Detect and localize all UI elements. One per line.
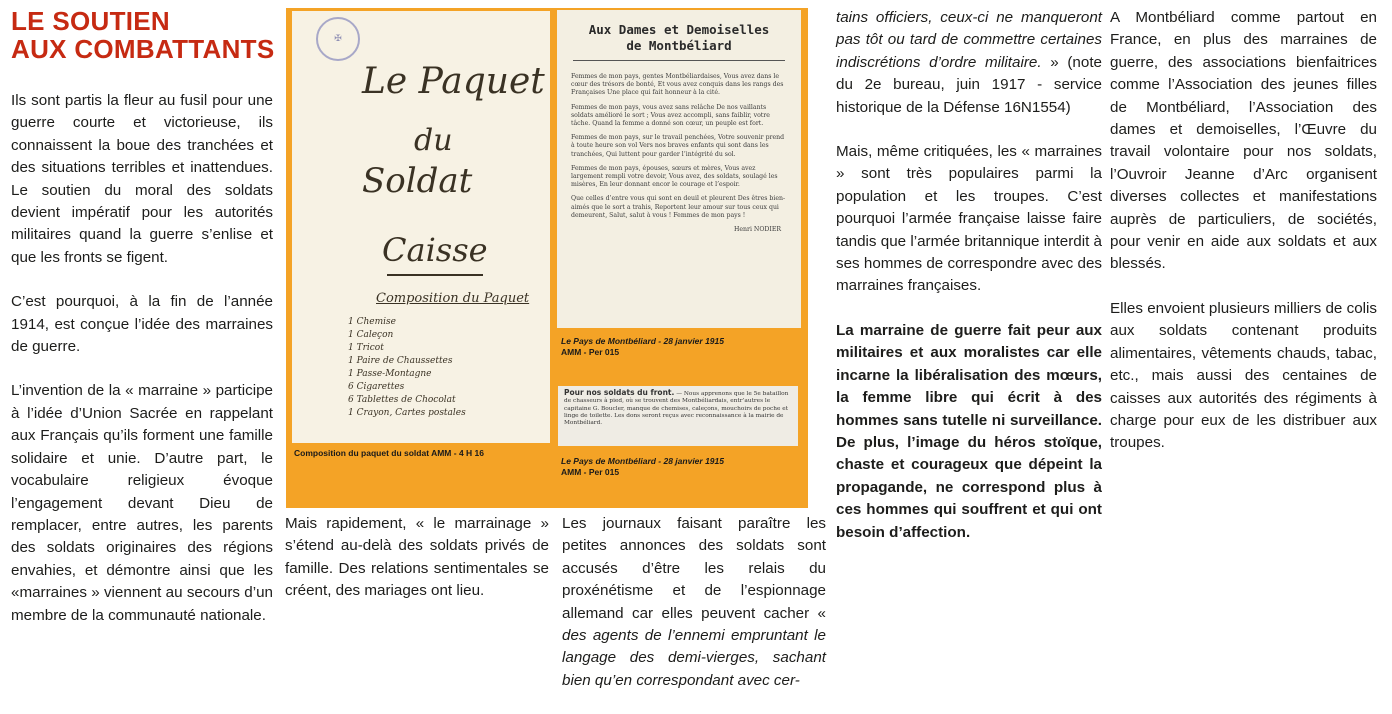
poem-clipping (557, 10, 801, 328)
col5-paragraph-1: A Montbéliard comme partout en France, en plus des marraines de guerre, des associations bienfaitrices comme l’Association des jeunes filles de Montbéliard, l’Association des dames et demoiselles, l’Œuvre du travail volontaire pour nos soldats, l’Ouvroir Jeanne d’Arc organisent diverses collectes et manifestations auprès de particuliers, de sociétés, pour venir en aide aux soldats et aux blessés. (1110, 9, 1377, 273)
list-item: 1 Passe-Montagne (348, 369, 432, 379)
list-item: 1 Caleçon (348, 330, 394, 340)
col1-paragraph-1: Ils sont partis la fleur au fusil pour une guerre courte et victorieuse, ils connaissent la boue des tranchées et des situations terribles et inattendues. Le soutien du moral des soldats devient impératif pour les autorités militaires quand la guerre s’enlise et que les fronts se figent. (11, 92, 273, 266)
poem-stanza: Que celles d’entre vous qui sont en deuil et pleurent Des êtres bien-aimés que le sort a trahis, Reportent leur amour sur tous ceux qui demeurent, Salut, salut à vous ! Femmes de mon pays ! (571, 195, 786, 219)
poem-heading-line-2: de Montbéliard (626, 38, 732, 53)
col1-paragraph-3: L’invention de la « marraine » participe à l’idée d’Union Sacrée en rappelant aux Français qu’ils forment une famille solidaire et unie. D’autre part, le vocabulaire religieux évoque l’engagement devant Dieu de remplacer, entre autres, les parents des soldats originaires des régions envahies, et démontre ainsi que les «marraines » viennent au secours d’un membre de la communauté nationale. (11, 382, 273, 624)
column-4 (836, 7, 1102, 566)
column-3 (562, 513, 826, 714)
poem-stanza: Femmes de mon pays, vous avez sans relâche De nos vaillants soldats amélioré le sort ; Vous avez accompli, sans faiblir, votre tâche. Quand la femme a donné son cœur, un peuple est fort. (571, 103, 770, 128)
notice-text: — Nous apprenons que le 5e bataillon de chasseurs à pied, où se trouvent des Montbéliardais, entr’autres le capitaine G. Boucler, manque de chemises, caleçons, mouchoirs de poche et linge de toilette. Les dons seront reçus avec reconnaissance à la mairie de Montbéliard. (564, 391, 789, 427)
document-panel (286, 8, 808, 508)
parcel-item-list (348, 316, 466, 420)
list-item: 1 Paire de Chaussettes (348, 356, 453, 366)
doc-a-line-1: Le Paquet (362, 61, 545, 102)
doc-a-caption: Composition du paquet du soldat AMM - 4 H 16 (294, 448, 484, 458)
poem-heading (557, 22, 801, 54)
poem-stanza: Femmes de mon pays, épouses, sœurs et mères, Vous avez largement rempli votre devoir, Vous avez, des soldats, soulagé les misères, En leur donnant encor le courage et l’espoir. (571, 164, 778, 189)
column-2 (285, 513, 549, 625)
list-item: 1 Tricot (348, 343, 384, 353)
doc-a-line-2: du (414, 123, 453, 158)
list-item: 1 Crayon, Cartes postales (348, 408, 466, 418)
doc-a-subtitle: Composition du Paquet (376, 291, 530, 306)
col4-quote: tains officiers, ceux-ci ne manqueront pas tôt ou tard de commettre certaines indiscrétions d’ordre militaire. (836, 9, 1102, 71)
doc-c-caption-source: Le Pays de Montbéliard - 28 janvier 1915 (561, 456, 724, 466)
poem-stanza: Femmes de mon pays, gentes Montbéliardaises, Vous avez dans le cœur des trésors de bonté, Et vous avez conquis dans les rangs des Françaises Une place qui fait honneur à la cité. (571, 73, 784, 97)
col5-paragraph-2: Elles envoient plusieurs milliers de colis aux soldats contenant produits alimentaires, vêtements chauds, tabac, etc., mais aussi des centaines de caisses aux autorités des régiments à charge pour eux de les distribuer aux troupes. (1110, 299, 1377, 452)
doc-b-caption-source: Le Pays de Montbéliard - 28 janvier 1915 (561, 336, 724, 346)
doc-b-caption-ref: AMM - Per 015 (561, 347, 620, 357)
doc-a-line-4: Caisse (382, 231, 488, 269)
doc-c-caption (561, 456, 724, 478)
col1-paragraph-2: C’est pourquoi, à la fin de l’année 1914, est conçue l’idée des marraines de guerre. (11, 293, 273, 356)
list-item: 6 Tablettes de Chocolat (348, 395, 456, 405)
doc-b-caption (561, 336, 724, 358)
col3-quote: des agents de l’ennemi empruntant le langage des demi-vierges, sachant bien qu’en correspondant avec cer- (562, 627, 826, 689)
col4-paragraph-1 (836, 7, 1102, 119)
col4-paragraph-3: La marraine de guerre fait peur aux militaires et aux moralistes car elle incarne la libéralisation des mœurs, la femme libre qui écrit à des hommes sans tutelle ni surveillance. De plus, l’image du héros stoïque, chaste et courageux que dépeint la propagande, ne correspond plus à ces hommes qui souffrent et qui ont besoin d’affection. (836, 321, 1102, 541)
col3-text: Les journaux faisant paraître les petites annonces des soldats sont accusés d’être les relais du proxénétisme et de l’espionnage allemand car elles peuvent cacher « (562, 515, 826, 622)
col2-paragraph-1: Mais rapidement, « le marrainage » s’étend au-delà des soldats privés de famille. Des relations sentimentales se créent, des mariages ont lieu. (285, 515, 549, 600)
list-item: 1 Chemise (348, 317, 396, 327)
col3-paragraph-1 (562, 513, 826, 692)
list-item: 6 Cigarettes (348, 382, 405, 392)
front-notice-clipping (558, 386, 798, 446)
title-line-1: LE SOUTIEN (11, 6, 171, 36)
notice-heading: Pour nos soldats du front. (564, 388, 675, 397)
col4-paragraph-2: Mais, même critiquées, les « marraines » sont très populaires parmi la population et les troupes. C’est pourquoi l’armée française laisse faire tandis que l’armée britannique interdit à ses hommes de correspondre avec des marraines françaises. (836, 143, 1102, 295)
title-line-2: AUX COMBATTANTS (11, 34, 275, 64)
page-title (11, 7, 281, 63)
soldier-parcel-document (292, 11, 550, 443)
divider (387, 274, 483, 276)
col4-source: » (note du 2e bureau, juin 1917 - service historique de la Défense 16N1554) (836, 53, 1102, 116)
archive-stamp-icon: ✠ (316, 17, 360, 61)
poem-signature: Henri NODIER (733, 226, 781, 234)
doc-a-line-3: Soldat (362, 161, 473, 201)
poem-heading-line-1: Aux Dames et Demoiselles (588, 22, 770, 37)
poem-rule (573, 60, 785, 61)
poem-stanza: Femmes de mon pays, sur le travail penchées, Votre souvenir prend à toute heure son vol Vers nos braves enfants qui sont dans les tranchées, Qui luttent pour garder l’intégrité du sol. (571, 134, 785, 158)
doc-c-caption-ref: AMM - Per 015 (561, 467, 620, 477)
column-1 (11, 90, 273, 649)
column-5 (1110, 7, 1377, 477)
